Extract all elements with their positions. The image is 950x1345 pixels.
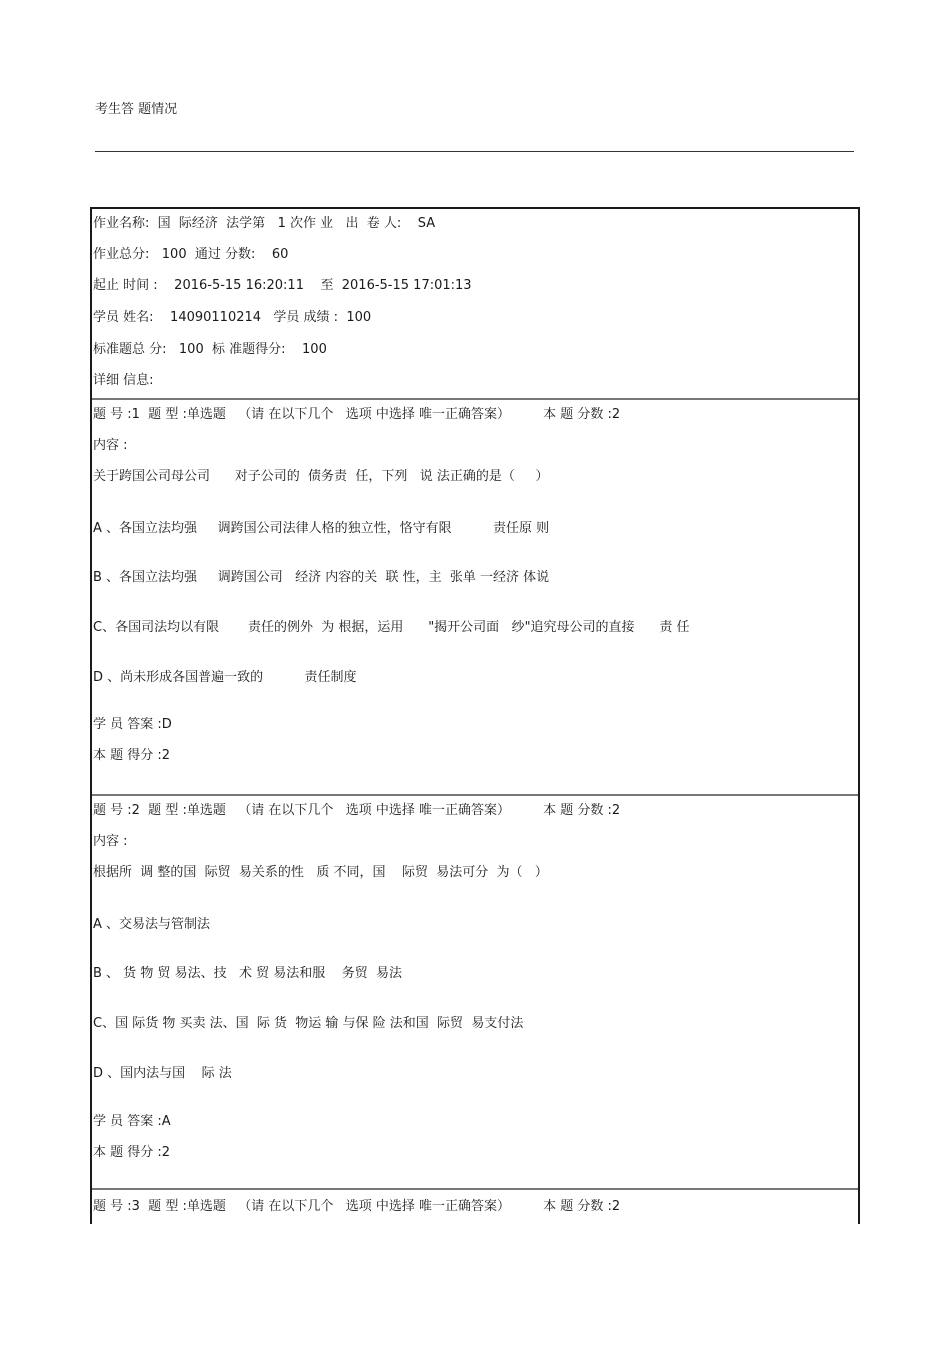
answer-sheet-frame	[90, 207, 860, 1224]
total-score: 作业总分: 100 通过 分数: 60	[93, 247, 289, 262]
student-answer: 学 员 答案 :A	[93, 1114, 171, 1129]
option-d: D 、国内法与国 际 法	[93, 1066, 232, 1081]
option-c: C、各国司法均以有限 责任的例外 为 根据，运用 "揭开公司面 纱"追究母公司的直接 责 任	[93, 620, 690, 635]
homework-info-section	[92, 209, 858, 400]
question-score: 本 题 得分 :2	[93, 748, 171, 763]
question-stem: 关于跨国公司母公司 对子公司的 债务责 任，下列 说 法正确的是（ ）	[93, 469, 549, 484]
student-answer: 学 员 答案 :D	[93, 717, 172, 732]
option-b: B 、 货 物 贸 易法、技 术 贸 易法和服 务贸 易法	[93, 966, 403, 981]
content-label: 内容 :	[93, 834, 128, 849]
question-block-3	[92, 1190, 858, 1224]
question-header: 题 号 :3 题 型 :单选题 （请 在以下几个 选项 中选择 唯一正确答案） 本 题 分数 :2	[93, 1199, 621, 1214]
question-stem: 根据所 调 整的国 际贸 易关系的性 质 不同，国 际贸 易法可分 为（ ）	[93, 865, 548, 880]
option-a: A 、交易法与管制法	[93, 917, 211, 932]
option-d: D 、尚未形成各国普遍一致的 责任制度	[93, 670, 357, 685]
student-info: 学员 姓名: 14090110214 学员 成绩 : 100	[93, 310, 372, 325]
question-header: 题 号 :2 题 型 :单选题 （请 在以下几个 选项 中选择 唯一正确答案） 本 题 分数 :2	[93, 803, 621, 818]
time-range: 起止 时间 : 2016-5-15 16:20:11 至 2016-5-15 17:01:13	[93, 278, 472, 293]
title-divider	[95, 151, 854, 152]
standard-score: 标准题总 分: 100 标 准题得分: 100	[93, 342, 327, 357]
question-header: 题 号 :1 题 型 :单选题 （请 在以下几个 选项 中选择 唯一正确答案） 本 题 分数 :2	[93, 407, 621, 422]
content-label: 内容 :	[93, 438, 128, 453]
question-block-2	[92, 796, 858, 1190]
question-score: 本 题 得分 :2	[93, 1145, 171, 1160]
option-c: C、国 际货 物 买卖 法、国 际 货 物运 输 与保 险 法和国 际贸 易支付法	[93, 1016, 524, 1031]
question-block-1	[92, 400, 858, 796]
detail-label: 详细 信息:	[93, 373, 154, 388]
homework-name: 作业名称: 国 际经济 法学第 1 次作 业 出 卷 人: SA	[93, 216, 436, 231]
page-title: 考生答 题情况	[95, 102, 178, 117]
option-a: A 、各国立法均强 调跨国公司法律人格的独立性，恪守有限 责任原 则	[93, 521, 550, 536]
option-b: B 、各国立法均强 调跨国公司 经济 内容的关 联 性，主 张单 一经济 体说	[93, 570, 550, 585]
